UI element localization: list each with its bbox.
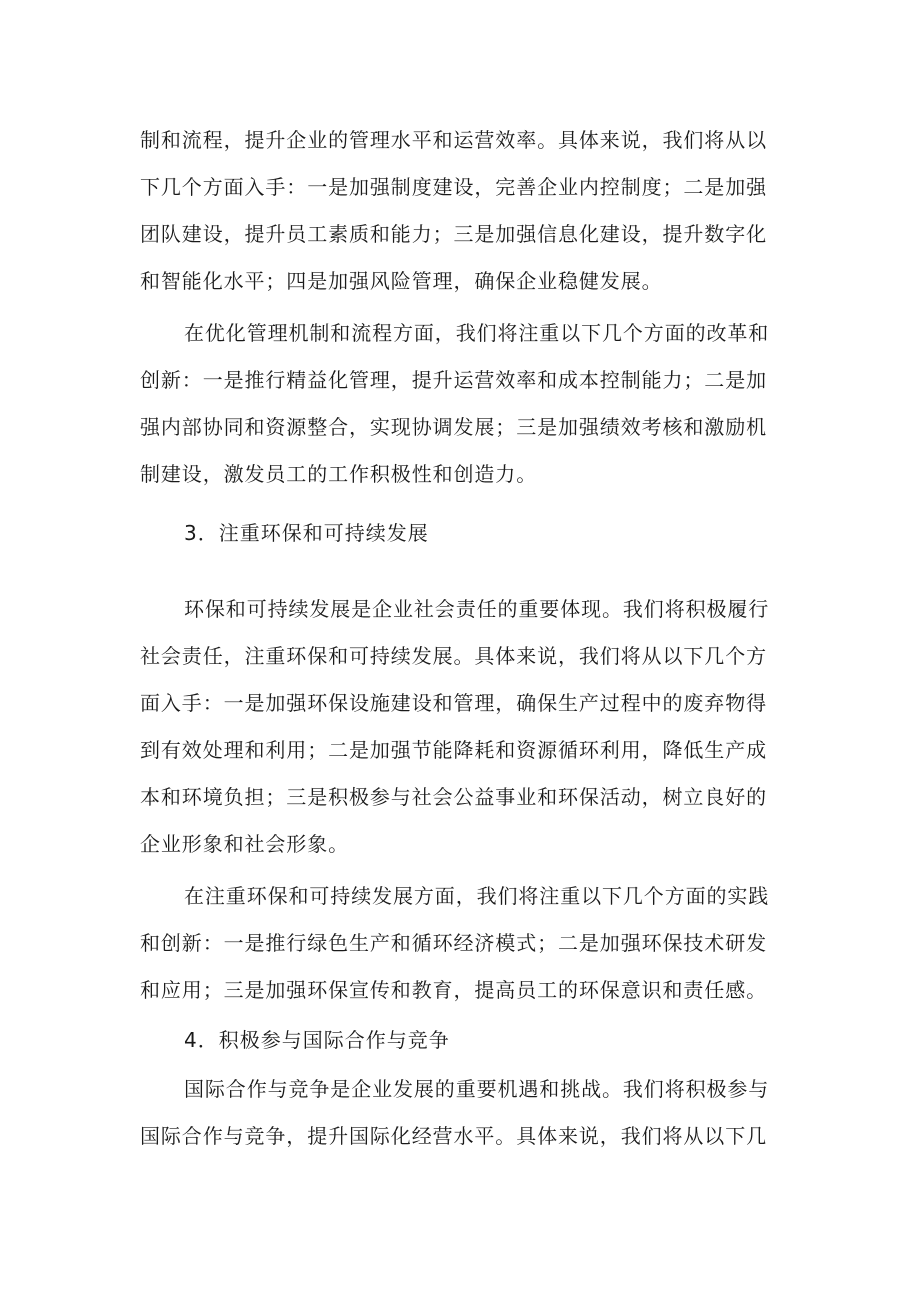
paragraph-1-line-4: 和智能化水平；四是加强风险管理，确保企业稳健发展。 — [140, 269, 663, 293]
section-heading-4: 4．积极参与国际合作与竞争 — [184, 1028, 450, 1052]
paragraph-2-line-1: 在优化管理机制和流程方面，我们将注重以下几个方面的改革和 — [184, 321, 770, 345]
paragraph-2-line-4: 制建设，激发员工的工作积极性和创造力。 — [140, 462, 538, 486]
paragraph-3-line-6: 企业形象和社会形象。 — [140, 832, 349, 856]
paragraph-3-line-5: 本和环境负担；三是积极参与社会公益事业和环保活动，树立良好的 — [140, 785, 767, 809]
paragraph-3-line-1: 环保和可持续发展是企业社会责任的重要体现。我们将积极履行 — [184, 597, 770, 621]
paragraph-5-line-2: 国际合作与竞争，提升国际化经营水平。具体来说，我们将从以下几 — [140, 1124, 767, 1148]
paragraph-4-line-2: 和创新：一是推行绿色生产和循环经济模式；二是加强环保技术研发 — [140, 931, 767, 955]
paragraph-4-line-3: 和应用；三是加强环保宣传和教育，提高员工的环保意识和责任感。 — [140, 978, 767, 1002]
paragraph-5-line-1: 国际合作与竞争是企业发展的重要机遇和挑战。我们将积极参与 — [184, 1077, 770, 1101]
paragraph-1-line-2: 下几个方面入手：一是加强制度建设，完善企业内控制度；二是加强 — [140, 175, 767, 199]
paragraph-2-line-2: 创新：一是推行精益化管理，提升运营效率和成本控制能力；二是加 — [140, 368, 767, 392]
paragraph-2-line-3: 强内部协同和资源整合，实现协调发展；三是加强绩效考核和激励机 — [140, 415, 767, 439]
section-heading-3: 3．注重环保和可持续发展 — [184, 521, 429, 545]
paragraph-4-line-1: 在注重环保和可持续发展方面，我们将注重以下几个方面的实践 — [184, 884, 770, 908]
paragraph-3-line-2: 社会责任，注重环保和可持续发展。具体来说，我们将从以下几个方 — [140, 644, 767, 668]
paragraph-1-line-1: 制和流程，提升企业的管理水平和运营效率。具体来说，我们将从以 — [140, 128, 767, 152]
paragraph-3-line-4: 到有效处理和利用；二是加强节能降耗和资源循环利用，降低生产成 — [140, 738, 767, 762]
paragraph-1-line-3: 团队建设，提升员工素质和能力；三是加强信息化建设，提升数字化 — [140, 222, 767, 246]
paragraph-3-line-3: 面入手：一是加强环保设施建设和管理，确保生产过程中的废弃物得 — [140, 691, 767, 715]
